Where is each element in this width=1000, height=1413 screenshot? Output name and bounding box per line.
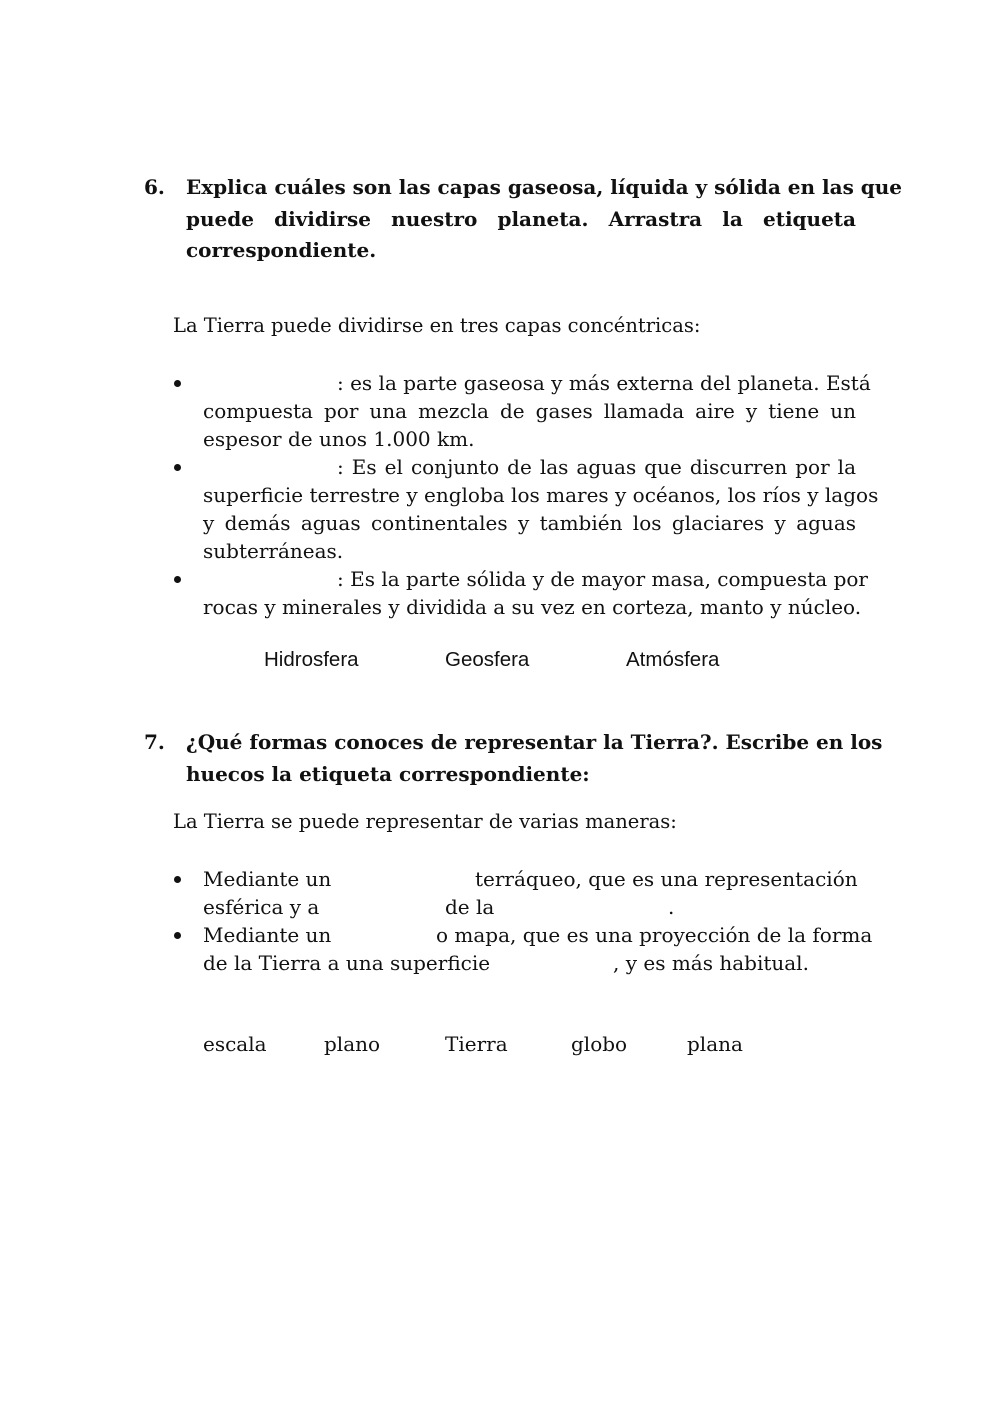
- label-plano[interactable]: plano: [324, 1032, 381, 1056]
- bullet-line: espesor de unos 1.000 km.: [203, 427, 475, 451]
- bullet-dot: [174, 380, 181, 387]
- text-fragment: Mediante un: [203, 867, 332, 891]
- bullet-dot: [174, 932, 181, 939]
- bullet-line: subterráneas.: [203, 539, 344, 563]
- text-fragment: .: [668, 895, 675, 919]
- bullet-dot: [174, 464, 181, 471]
- text-fragment: o mapa, que es una proyección de la forma: [436, 923, 873, 947]
- text-fragment: de la: [445, 895, 495, 919]
- bullet-dot: [174, 876, 181, 883]
- drop-zone-1[interactable]: [203, 369, 333, 397]
- bullet-line: : Es el conjunto de las aguas que discurren por la: [337, 455, 856, 479]
- label-hidrosfera[interactable]: Hidrosfera: [264, 648, 359, 671]
- question-6-prompt: [186, 172, 903, 267]
- answer-blank-2[interactable]: [321, 896, 441, 920]
- question-6-line-3: correspondiente.: [186, 238, 377, 262]
- text-fragment: Mediante un: [203, 923, 332, 947]
- label-globo[interactable]: globo: [571, 1032, 628, 1056]
- label-geosfera[interactable]: Geosfera: [445, 648, 530, 671]
- answer-blank-4[interactable]: [329, 924, 429, 948]
- label-plana[interactable]: plana: [687, 1032, 743, 1056]
- text-fragment: terráqueo, que es una representación: [475, 867, 858, 891]
- question-6-intro: La Tierra puede dividirse en tres capas concéntricas:: [173, 314, 701, 337]
- drop-zone-3[interactable]: [203, 565, 333, 593]
- question-6-line-1: Explica cuáles son las capas gaseosa, líquida y sólida en las que: [186, 175, 903, 199]
- question-6-line-2: puede dividirse nuestro planeta. Arrastra la etiqueta: [186, 206, 856, 231]
- text-fragment: esférica y a: [203, 895, 320, 919]
- text-fragment: , y es más habitual.: [613, 951, 809, 975]
- answer-blank-1[interactable]: [329, 868, 469, 892]
- bullet-line: superficie terrestre y engloba los mares y océanos, los ríos y lagos: [203, 483, 879, 507]
- question-7-intro: La Tierra se puede representar de varias maneras:: [173, 810, 677, 833]
- question-7-line-1: ¿Qué formas conoces de representar la Tierra?. Escribe en los: [186, 730, 883, 754]
- label-atmosfera[interactable]: Atmósfera: [626, 648, 720, 671]
- answer-blank-3[interactable]: [495, 896, 665, 920]
- question-7-number: 7.: [144, 730, 165, 754]
- bullet-line: compuesta por una mezcla de gases llamada aire y tiene un: [203, 399, 856, 423]
- question-7-line-2: huecos la etiqueta correspondiente:: [186, 761, 590, 786]
- question-6-number: 6.: [144, 175, 165, 199]
- bullet-line: : Es la parte sólida y de mayor masa, compuesta por: [337, 567, 868, 591]
- bullet-line: : es la parte gaseosa y más externa del planeta. Está: [337, 371, 871, 395]
- bullet-line: y demás aguas continentales y también los glaciares y aguas: [203, 511, 856, 535]
- text-fragment: de la Tierra a una superficie: [203, 951, 491, 975]
- drop-zone-2[interactable]: [203, 453, 333, 481]
- label-tierra[interactable]: Tierra: [445, 1032, 508, 1056]
- bullet-line: rocas y minerales y dividida a su vez en corteza, manto y núcleo.: [203, 595, 862, 619]
- question-7-prompt: [186, 727, 883, 790]
- answer-blank-5[interactable]: [485, 952, 610, 976]
- bullet-dot: [174, 576, 181, 583]
- label-escala[interactable]: escala: [203, 1032, 267, 1056]
